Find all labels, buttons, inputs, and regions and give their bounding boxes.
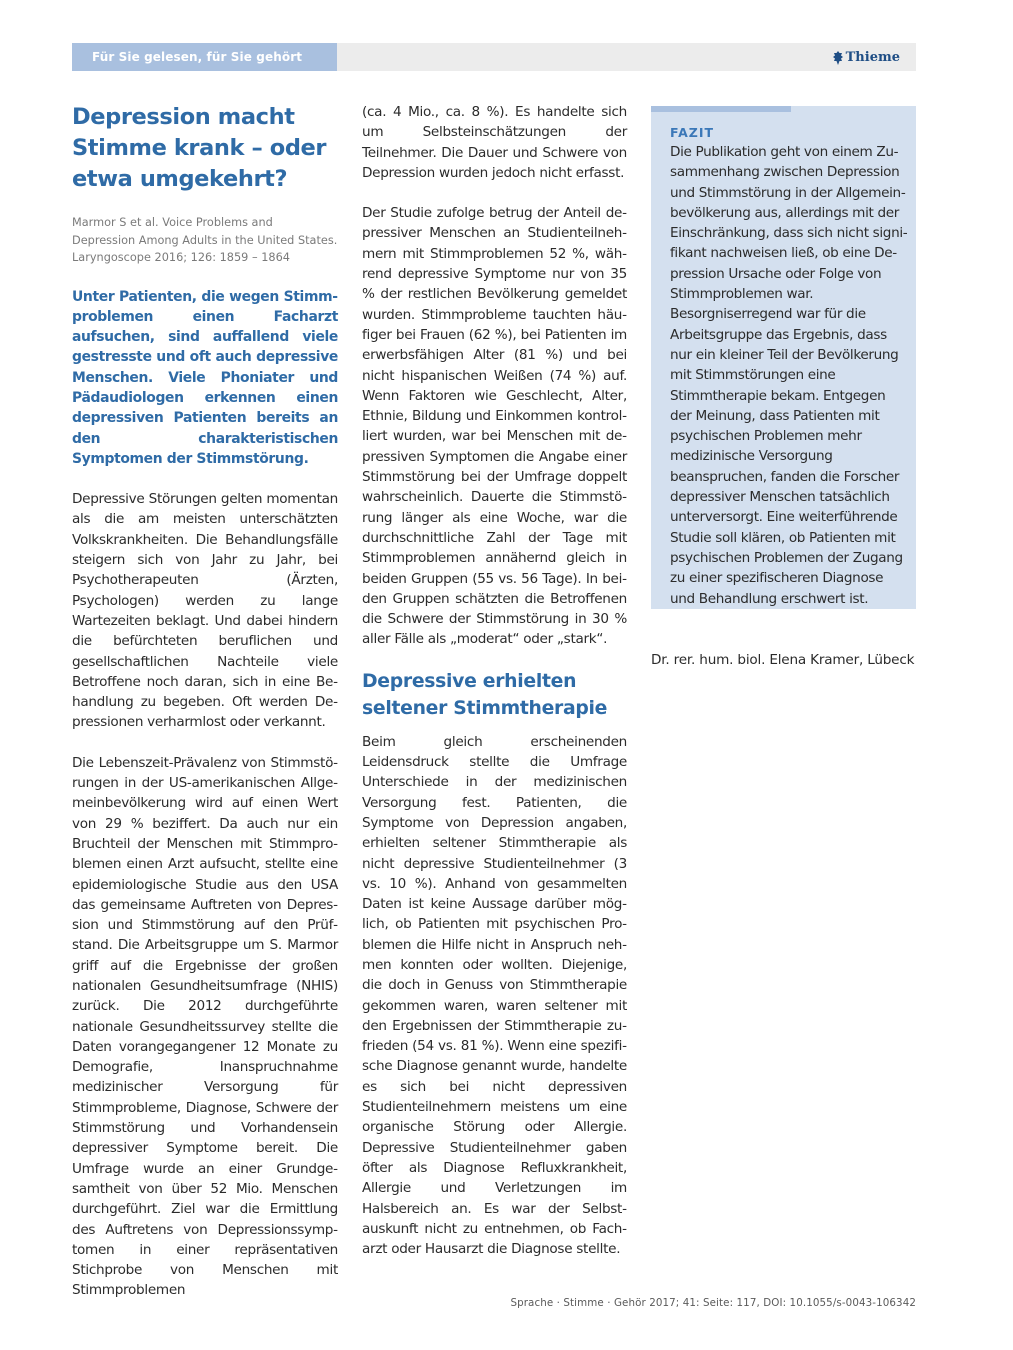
fazit-heading: FAZIT — [670, 125, 715, 140]
header-band — [72, 43, 916, 71]
page-footer: Sprache · Stimme · Gehör 2017; 41: Seite: 117, DOI: 10.1055/s-0043-106342 — [510, 1297, 916, 1309]
fazit-content — [670, 124, 908, 609]
body-paragraph: Die Lebenszeit-Prävalenz von Stimmstörungen in der US-amerikanischen Allgemeinbevölkerung wird auf einen Wert von 29 % beziffert. Da auch nur ein Bruchteil der Menschen mit Stimmproblemen einen Arzt aufsucht, stellte eine epidemiologische Studie aus den USA das gemeinsame Auftreten von Depression und Stimmstörung auf den Prüfstand. Die Arbeitsgruppe um S. Marmor griff auf die Ergebnisse der großen nationalen Gesundheitsumfrage (NHIS) zurück. Die 2012 durchgeführte nationale Gesundheitssurvey stellte die Daten vorangegangener 12 Monate zu Demografie, Inanspruchnahme medizinischer Versorgung für Stimmprobleme, Diagnose, Schwere der Stimmstörung und Vorhandensein depressiver Symptome bereit. Die Umfrage wurde an einer Grundgesamtheit von über 52 Mio. Menschen durchgeführt. Ziel war die Ermittlung des Auftretens von Depressionssymptomen in einer repräsentativen Stichprobe von Menschen mit Stimmproblemen — [72, 754, 338, 1299]
citation: Marmor S et al. Voice Problems and Depression Among Adults in the United States. Laryngoscope 2016; 126: 1859 – 1864 — [72, 216, 338, 264]
publisher-brand — [832, 50, 900, 65]
section-label-tab — [72, 43, 337, 71]
publisher-name: Thieme — [845, 50, 900, 65]
fazit-text: Die Publikation geht von einem Zusammenhang zwischen Depression und Stimmstörung in der Allgemeinbevölkerung aus, allerdings mit der Einschränkung, dass sich nicht signifikant nachweisen ließ, ob eine Depression Ursache oder Folge von Stimmproblemen war. Besorgniserregend war für die Arbeitsgruppe das Ergebnis, dass nur ein kleiner Teil der Bevölkerung mit Stimmstörungen eine Stimmtherapie bekam. Entgegen der Meinung, dass Patienten mit psychischen Problemen mehr medizinische Versorgung beanspruchen, fanden die Forscher depressiver Menschen tatsächlich unterversorgt. Eine weiterführende Studie soll klären, ob Patienten mit psychischen Problemen der Zugang zu einer spezifischeren Diagnose und Behandlung erschwert ist. — [670, 144, 908, 607]
thieme-logo-icon — [832, 51, 844, 65]
lead-paragraph: Unter Patienten, die wegen Stimmproblemen einen Facharzt aufsuchen, sind auffallend viele gestresste und oft auch depressive Menschen. Viele Phoniater und Pädaudiologen erkennen einen depressiven Patienten bereits an den charakteristischen Symptomen der Stimmstörung. — [72, 288, 338, 467]
fazit-tab-accent — [651, 106, 791, 112]
column-left — [72, 102, 338, 1301]
section-subheading: Depressive erhielten seltener Stimmtherapie — [362, 670, 608, 720]
body-paragraph: Der Studie zufolge betrug der Anteil depressiver Menschen an Studienteilnehmern mit Stimmproblemen 52 %, während depressive Symptome nur von 35 % der restlichen Bevölkerung gemeldet wurden. Stimmprobleme tauchten häufiger bei Frauen (62 %), bei Patienten im erwerbsfähigen Alter (81 %) und bei nicht hispanischen Weißen (74 %) auf. Wenn Faktoren wie Geschlecht, Alter, Ethnie, Bildung und Einkommen kontrolliert wurden, war bei Menschen mit depressiven Symptomen die Angabe einer Stimmstörung bei der Umfrage doppelt wahrscheinlich. Dauerte die Stimmstörung länger als eine Woche, war die durchschnittliche Zahl der Tage mit Stimmproblemen annähernd gleich in beiden Gruppen (55 vs. 56 Tage). In beiden Gruppen schätzten die Betroffenen die Schwere der Stimmstörung in 30 % aller Fälle als „moderat“ oder „stark“. — [362, 205, 627, 648]
fazit-box — [651, 106, 916, 609]
article-title: Depression macht Stimme krank – oder etwa umgekehrt? — [72, 104, 327, 192]
column-middle — [362, 102, 627, 1259]
body-paragraph: (ca. 4 Mio., ca. 8 %). Es handelte sich um Selbsteinschätzungen der Teilnehmer. Die Dauer und Schwere von Depression wurden jedoch nicht erfasst. — [362, 104, 627, 181]
body-paragraph: Beim gleich erscheinenden Leidensdruck stellte die Umfrage Unterschiede in der medizinischen Versorgung fest. Patienten, die Symptome von Depression angaben, erhielten seltener Stimmtherapie als nicht depressive Studienteilnehmer (3 vs. 10 %). Anhand von gesammelten Daten ist keine Aussage darüber möglich, ob Patienten mit psychischen Problemen die Hilfe nicht in Anspruch nehmen konnten oder wollten. Diejenige, die doch in Genuss von Stimmtherapie gekommen waren, waren seltener mit den Ergebnissen der Stimmtherapie zufrieden (54 vs. 81 %). Wenn eine spezifische Diagnose genannt wurde, handelte es sich bei nicht depressiven Studienteilnehmern meistens um eine organische Störung oder Allergie. Depressive Studienteilnehmer gaben öfter als Diagnose Refluxkrankheit, Allergie und Verletzungen im Halsbereich an. Es war der Selbstauskunft nicht zu entnehmen, ob Facharzt oder Hausarzt die Diagnose stellte. — [362, 733, 627, 1258]
body-paragraph: Depressive Störungen gelten momentan als die am meisten unterschätzten Volkskrankheiten. Die Behandlungsfälle steigern sich von Jahr zu Jahr, bei Psychotherapeuten (Ärzten, Psychologen) werden zu lange Wartezeiten beklagt. Und dabei hindern die befürchteten beruflichen und gesellschaftlichen Nachteile viele Betroffene noch daran, sich in eine Behandlung zu begeben. Oft werden Depressionen verharmlost oder verkannt. — [72, 491, 338, 731]
author-signature: Dr. rer. hum. biol. Elena Kramer, Lübeck — [651, 652, 915, 668]
section-label: Für Sie gelesen, für Sie gehört — [92, 50, 303, 64]
